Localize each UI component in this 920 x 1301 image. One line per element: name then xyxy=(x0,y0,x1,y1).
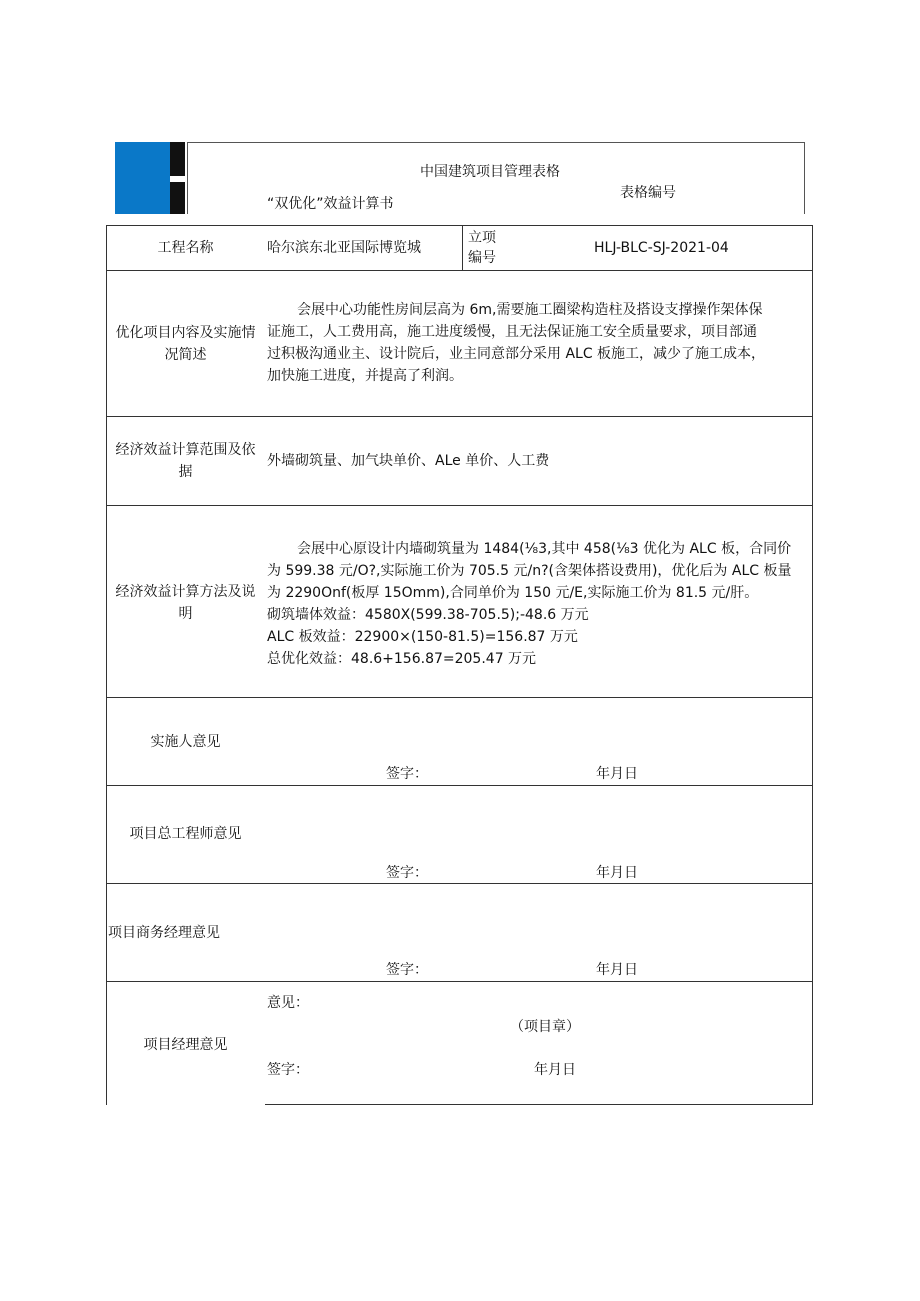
logo-bar-top xyxy=(170,142,185,176)
header-border-top xyxy=(187,142,805,143)
method-label: 经济效益计算方法及说 明 xyxy=(115,584,256,622)
project-name-label: 工程名称 xyxy=(157,240,214,256)
header-border-right xyxy=(804,142,805,214)
implementer-date-label: 年月日 xyxy=(596,766,638,782)
method-description: 会展中心原设计内墙砌筑量为 1484(⅛3,其中 458(⅛3 优化为 ALC 板，合同价 为 599.38 元/O?,实际施工价为 705.5 元/n?(含架体搭设费用)，优化后为 ALC 板量 为 2290Onf(板厚 15Omm),合同单价为 150 元/E,实际施工价为 81.5 元/肝。 砌筑墙体效益：4580X(599.38-705.5);-48.6 万元 ALC 板效益：22900×(150-81.5)=156.87 万元 总优化效益：48.6+156.87=205.47 万元 xyxy=(267,541,792,667)
project-manager-label: 项目经理意见 xyxy=(143,1037,228,1053)
scope-label: 经济效益计算范围及依 据 xyxy=(115,442,256,480)
form-table xyxy=(106,225,813,1105)
logo-bar-bottom xyxy=(170,182,185,214)
implementer-label: 实施人意见 xyxy=(150,734,221,750)
code-cell-divider xyxy=(462,225,463,270)
project-manager-sign-label: 签字： xyxy=(267,1062,309,1078)
project-manager-opinion-label: 意见： xyxy=(267,995,309,1011)
business-manager-label: 项目商务经理意见 xyxy=(108,925,220,941)
optimization-label: 优化项目内容及实施情 况简述 xyxy=(115,325,256,363)
row-border xyxy=(106,505,813,506)
company-logo-block xyxy=(115,142,170,214)
chief-engineer-label: 项目总工程师意见 xyxy=(129,826,242,842)
project-code-label: 立项 编号 xyxy=(468,230,496,266)
project-name-value: 哈尔滨东北亚国际博览城 xyxy=(267,240,421,256)
header-border-left xyxy=(187,142,188,214)
form-subtitle: “双优化”效益计算书 xyxy=(267,196,394,212)
business-manager-date-label: 年月日 xyxy=(596,962,638,978)
business-manager-sign-label: 签字： xyxy=(386,962,428,978)
implementer-sign-label: 签字： xyxy=(386,766,428,782)
project-seal-label: （项目章） xyxy=(510,1019,580,1035)
chief-engineer-date-label: 年月日 xyxy=(596,865,638,881)
table-border-right xyxy=(812,225,813,1105)
row-border xyxy=(106,981,813,982)
org-title: 中国建筑项目管理表格 xyxy=(420,164,560,180)
project-manager-date-label: 年月日 xyxy=(534,1062,576,1078)
chief-engineer-sign-label: 签字： xyxy=(386,865,428,881)
row-border xyxy=(106,225,813,226)
row-border-bottom xyxy=(265,1104,813,1105)
optimization-description: 会展中心功能性房间层高为 6m,需要施工圈梁构造柱及搭设支撑操作架体保 证施工，人工费用高，施工进度缓慢，且无法保证施工安全质量要求，项目部通 过积极沟通业主、设计院后，业主同意部分采用 ALC 板施工，减少了施工成本， 加快施工进度，并提高了利润。 xyxy=(267,302,766,384)
project-code-value: HLJ-BLC-SJ-2021-04 xyxy=(594,240,729,256)
row-border xyxy=(106,883,813,884)
scope-value: 外墙砌筑量、加气块单价、ALe 单价、人工费 xyxy=(267,453,550,469)
row-border xyxy=(106,697,813,698)
row-border xyxy=(106,270,813,271)
row-border xyxy=(106,785,813,786)
form-number-label: 表格编号 xyxy=(620,185,676,201)
row-border xyxy=(106,416,813,417)
